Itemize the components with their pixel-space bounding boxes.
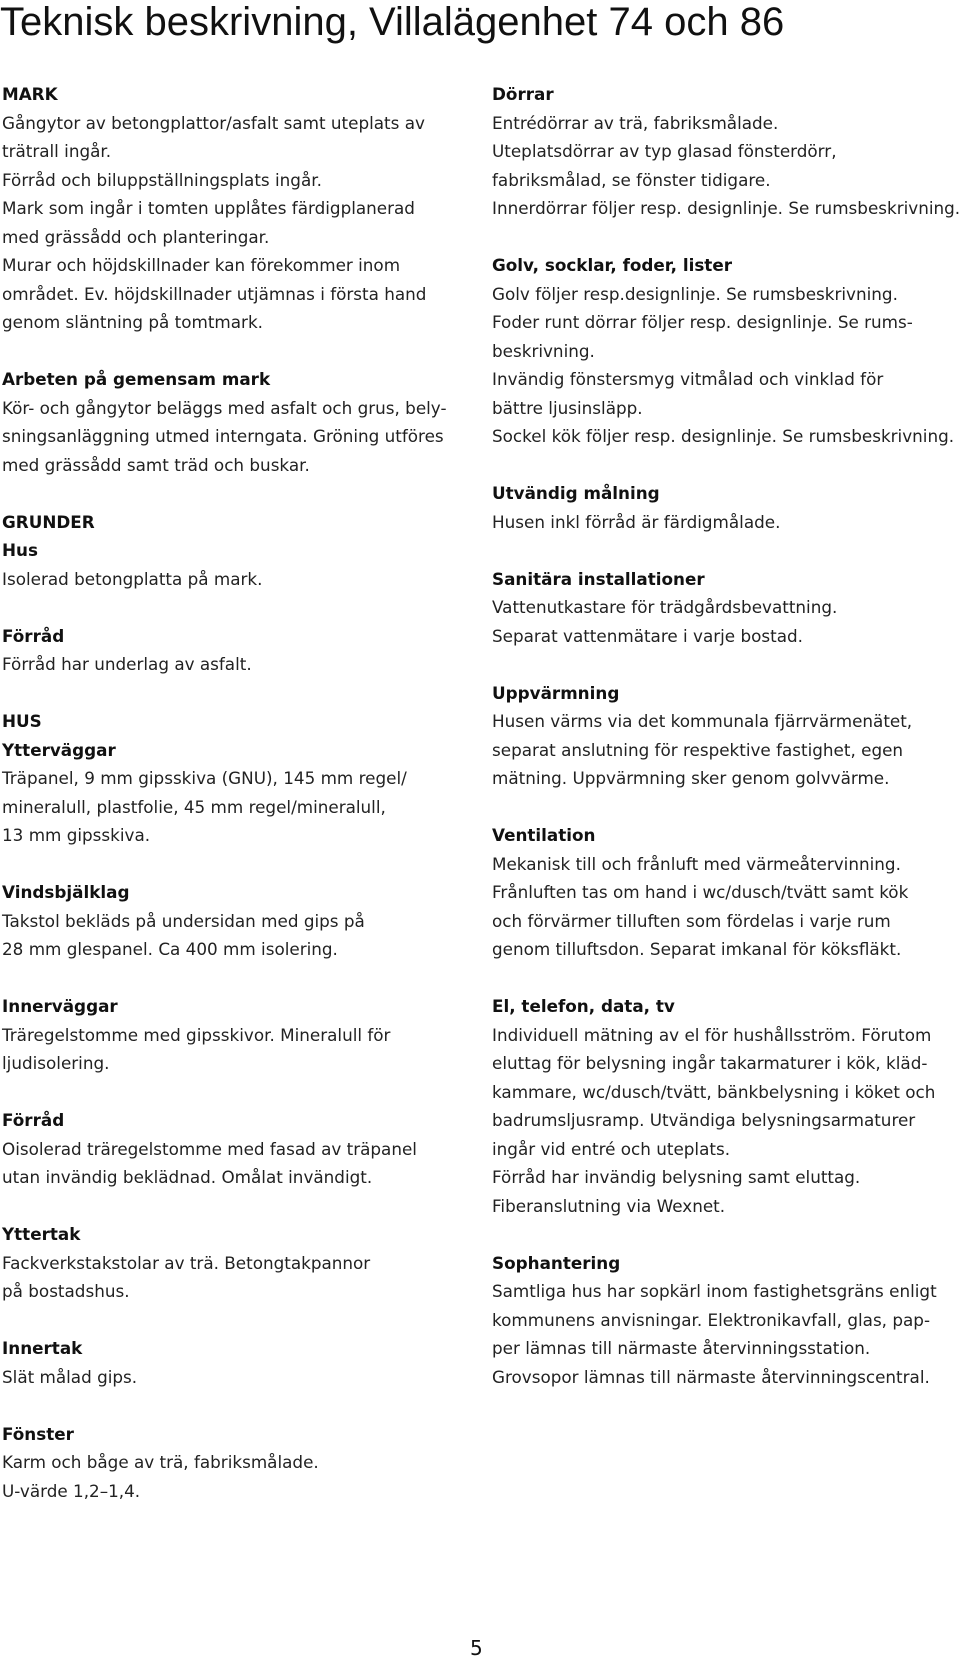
section-heading: El, telefon, data, tv [492,996,675,1016]
body-text-line: och förvärmer tilluften som fördelas i varje rum [492,910,891,931]
section-golv-socklar-foder-lister [492,251,960,451]
body-text-line: Individuell mätning av el för hushållsström. Förutom [492,1024,932,1045]
section-heading: HUS [2,711,42,731]
body-text-line: Takstol bekläds på undersidan med gips på [2,910,365,931]
section-sophantering [492,1249,960,1392]
section-dorrar [492,80,960,223]
right-column [492,80,960,1391]
body-text-line: Träpanel, 9 mm gipsskiva (GNU), 145 mm regel/ [2,768,407,788]
body-text-line: genom släntning på tomtmark. [2,312,264,332]
body-text-line: Förråd har invändig belysning samt eluttag. [492,1167,861,1187]
body-text-line: Gångytor av betongplattor/asfalt samt uteplats av [2,112,425,133]
section-forrad [2,622,462,679]
section-arbeten-pa-gemensam-mark [2,365,462,479]
section-vindsbjalklag [2,878,462,964]
section-uppvarmning [492,679,960,793]
body-text-line: Karm och båge av trä, fabriksmålade. [2,1452,319,1472]
body-text-line: Separat vattenmätare i varje bostad. [492,625,803,646]
section-mark [2,80,462,337]
body-text-line: ljudisolering. [2,1053,110,1073]
section-spacer [2,593,462,622]
body-text-line: bättre ljusinsläpp. [492,397,643,418]
section-yttervaggar [2,707,462,850]
section-spacer [2,479,462,508]
left-column [2,80,462,1505]
body-text-line: Foder runt dörrar följer resp. designlinje. Se rums- [492,312,913,332]
body-text-line: Frånluften tas om hand i wc/dusch/tvätt samt kök [492,882,909,902]
body-text-line: Entrédörrar av trä, fabriksmålade. [492,112,779,133]
section-forrad [2,1106,462,1192]
section-el-telefon-data-tv [492,992,960,1220]
body-text-line: ingår vid entré och uteplats. [492,1138,731,1159]
page-title: Teknisk beskrivning, Villalägenhet 74 och 86 [0,0,785,44]
body-text-line: Mark som ingår i tomten upplåtes färdigplanerad [2,198,415,218]
section-heading: Fönster [2,1423,74,1444]
body-text-line: Fiberanslutning via Wexnet. [492,1195,726,1216]
section-spacer [492,650,960,679]
body-text-line: mätning. Uppvärmning sker genom golvvärme. [492,768,890,788]
section-heading: MARK [2,84,58,104]
body-text-line: med grässådd samt träd och buskar. [2,454,310,475]
section-yttertak [2,1220,462,1306]
section-heading: Hus [2,540,38,560]
body-text-line: Invändig fönstersmyg vitmålad och vinklad för [492,369,884,389]
section-spacer [492,793,960,822]
body-text-line: Samtliga hus har sopkärl inom fastighetsgräns enligt [492,1281,937,1301]
body-text-line: området. Ev. höjdskillnader utjämnas i första hand [2,283,427,304]
body-text-line: Husen värms via det kommunala fjärrvärmenätet, [492,711,913,731]
body-text-line: 13 mm gipsskiva. [2,825,151,845]
section-fonster [2,1420,462,1506]
body-text-line: mineralull, plastfolie, 45 mm regel/mineralull, [2,796,386,817]
section-heading: Golv, socklar, foder, lister [492,255,732,275]
section-spacer [2,964,462,993]
body-text-line: fabriksmålad, se fönster tidigare. [492,169,771,190]
body-text-line: Sockel kök följer resp. designlinje. Se rumsbeskrivning. [492,426,955,446]
section-heading: Innertak [2,1338,83,1358]
body-text-line: Förråd har underlag av asfalt. [2,654,252,674]
body-text-line: Innerdörrar följer resp. designlinje. Se rumsbeskrivning. [492,198,960,218]
body-text-line: kammare, wc/dusch/tvätt, bänkbelysning i köket och [492,1081,936,1102]
section-spacer [492,536,960,565]
body-text-line: Murar och höjdskillnader kan förekommer inom [2,255,401,275]
body-text-line: Fackverkstakstolar av trä. Betongtakpannor [2,1252,371,1273]
section-heading: Innerväggar [2,996,118,1016]
section-hus [2,508,462,594]
body-text-line: sningsanläggning utmed interngata. Gröning utföres [2,426,444,446]
section-innertak [2,1334,462,1391]
section-spacer [2,679,462,708]
section-spacer [2,1391,462,1420]
section-sanitara-installationer [492,565,960,651]
body-text-line: Träregelstomme med gipsskivor. Mineralull för [2,1024,391,1045]
body-text-line: Golv följer resp.designlinje. Se rumsbeskrivning. [492,283,898,304]
section-spacer [492,964,960,993]
section-utvandig-malning [492,479,960,536]
body-text-line: Mekanisk till och frånluft med värmeåtervinning. [492,853,901,874]
body-text-line: per lämnas till närmaste återvinningsstation. [492,1338,871,1358]
body-text-line: trätrall ingår. [2,141,112,161]
body-text-line: beskrivning. [492,340,595,361]
body-text-line: utan invändig beklädnad. Omålat invändigt. [2,1167,373,1187]
section-heading: Utvändig målning [492,483,660,503]
section-heading: Dörrar [492,84,554,104]
section-heading: Vindsbjälklag [2,882,130,902]
section-spacer [2,1192,462,1221]
body-text-line: med grässådd och planteringar. [2,226,270,247]
section-spacer [2,1306,462,1335]
section-spacer [492,223,960,252]
section-heading: Uppvärmning [492,682,620,703]
body-text-line: U-värde 1,2–1,4. [2,1480,141,1501]
section-spacer [492,1220,960,1249]
section-spacer [2,1078,462,1107]
section-spacer [2,850,462,879]
body-text-line: genom tilluftsdon. Separat imkanal för köksfläkt. [492,939,902,959]
body-text-line: Oisolerad träregelstomme med fasad av träpanel [2,1138,417,1159]
body-text-line: på bostadshus. [2,1281,130,1301]
section-ventilation [492,821,960,964]
section-heading: Förråd [2,625,65,646]
section-spacer [492,451,960,480]
section-heading: Arbeten på gemensam mark [2,369,271,389]
body-text-line: kommunens anvisningar. Elektronikavfall, glas, pap- [492,1309,930,1330]
section-heading: Ytterväggar [2,739,116,760]
body-text-line: Slät målad gips. [2,1366,138,1387]
body-text-line: eluttag för belysning ingår takarmaturer i kök, kläd- [492,1053,928,1073]
body-text-line: Kör- och gångytor beläggs med asfalt och grus, bely- [2,397,447,418]
section-innervaggar [2,992,462,1078]
section-heading: GRUNDER [2,511,95,532]
page-number: 5 [470,1636,483,1660]
body-text-line: Husen inkl förråd är färdigmålade. [492,511,781,532]
section-heading: Yttertak [2,1224,81,1244]
body-text-line: Vattenutkastare för trädgårdsbevattning. [492,597,838,617]
body-text-line: Grovsopor lämnas till närmaste återvinningscentral. [492,1366,930,1387]
body-text-line: Uteplatsdörrar av typ glasad fönsterdörr, [492,141,837,161]
section-heading: Sanitära installationer [492,568,705,589]
section-heading: Förråd [2,1110,65,1130]
body-text-line: separat anslutning för respektive fastighet, egen [492,739,904,760]
section-heading: Sophantering [492,1252,621,1273]
body-text-line: 28 mm glespanel. Ca 400 mm isolering. [2,939,338,959]
section-spacer [2,337,462,366]
section-heading: Ventilation [492,825,596,845]
body-text-line: badrumsljusramp. Utvändiga belysningsarmaturer [492,1110,916,1130]
body-text-line: Förråd och biluppställningsplats ingår. [2,169,322,190]
body-text-line: Isolerad betongplatta på mark. [2,568,263,589]
